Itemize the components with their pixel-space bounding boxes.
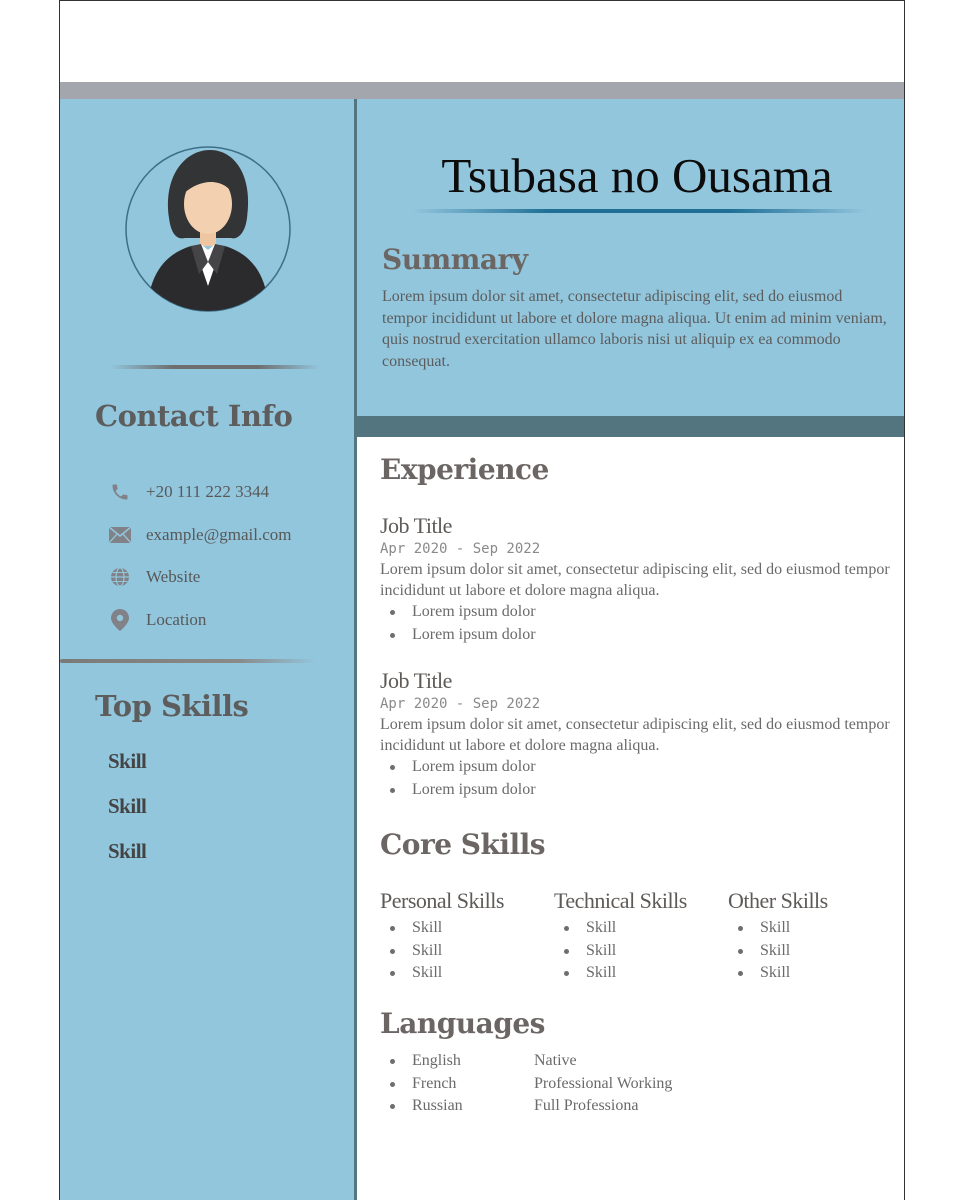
job-dates: Apr 2020 - Sep 2022 xyxy=(380,696,541,712)
skill-bullets xyxy=(554,917,687,985)
language-level: Native xyxy=(534,1052,577,1069)
skill-item: Skill xyxy=(412,962,504,985)
other-skills-column xyxy=(728,887,828,985)
contact-email-text: example@gmail.com xyxy=(146,524,292,544)
skill-item: Skill xyxy=(760,940,828,963)
section-band xyxy=(357,416,905,437)
column-title: Technical Skills xyxy=(554,888,687,913)
language-name: French xyxy=(412,1074,457,1092)
contact-phone-text: +20 111 222 3344 xyxy=(146,482,270,502)
language-name: Russian xyxy=(412,1097,463,1114)
job-bullets xyxy=(380,601,890,646)
skill-bullets xyxy=(728,917,828,985)
skill-item: Skill xyxy=(760,917,828,940)
job-title: Job Title xyxy=(380,513,452,538)
location-pin-icon xyxy=(108,608,132,632)
contact-website-text: Website xyxy=(146,567,201,587)
top-skill-item: Skill xyxy=(108,749,147,773)
top-band xyxy=(60,82,905,99)
contact-location xyxy=(108,599,291,642)
top-skill-item: Skill xyxy=(108,794,147,818)
contact-list xyxy=(108,471,291,641)
job-entry xyxy=(380,668,890,801)
contact-location-text: Location xyxy=(146,609,207,629)
phone-icon xyxy=(108,480,132,504)
job-bullet: Lorem ipsum dolor xyxy=(412,756,890,779)
languages-heading: Languages xyxy=(380,1007,545,1040)
mail-icon xyxy=(108,523,132,547)
job-bullet: Lorem ipsum dolor xyxy=(412,601,890,624)
contact-phone xyxy=(108,471,291,514)
job-entry xyxy=(380,513,890,646)
job-title: Job Title xyxy=(380,668,452,693)
sidebar-divider-2 xyxy=(60,659,316,663)
summary-text: Lorem ipsum dolor sit amet, consectetur adipiscing elit, sed do eiusmod tempor incididunt ut labore et dolore magna aliqua. Ut enim ad minim veniam, quis nostrud exercitation ullamco laboris nisi ut aliquip ex ea commodo consequat. xyxy=(382,288,887,370)
candidate-name: Tsubasa no Ousama xyxy=(441,148,833,203)
skill-item: Skill xyxy=(760,962,828,985)
language-name: English xyxy=(412,1052,461,1069)
languages-list xyxy=(380,1050,672,1118)
resume-page xyxy=(59,0,905,1200)
woman-avatar-icon xyxy=(125,146,291,312)
skill-item: Skill xyxy=(586,962,687,985)
column-title: Personal Skills xyxy=(380,888,504,913)
language-level: Full Professiona xyxy=(534,1097,639,1114)
avatar xyxy=(125,146,291,312)
job-description: Lorem ipsum dolor sit amet, consectetur adipiscing elit, sed do eiusmod tempor incididunt ut labore et dolore magna aliqua. xyxy=(380,561,890,599)
column-title: Other Skills xyxy=(728,888,828,913)
name-underline xyxy=(412,209,867,213)
contact-website xyxy=(108,556,291,599)
contact-heading: Contact Info xyxy=(95,399,293,433)
job-dates: Apr 2020 - Sep 2022 xyxy=(380,541,541,557)
skill-item: Skill xyxy=(586,917,687,940)
skill-item: Skill xyxy=(412,917,504,940)
top-skills-list xyxy=(108,749,146,884)
personal-skills-column xyxy=(380,887,504,985)
sidebar-divider xyxy=(110,365,320,369)
contact-email xyxy=(108,514,291,557)
skill-item: Skill xyxy=(412,940,504,963)
skill-item: Skill xyxy=(586,940,687,963)
experience-heading: Experience xyxy=(380,453,549,486)
core-skills-heading: Core Skills xyxy=(380,828,546,861)
language-item xyxy=(412,1095,672,1118)
summary-heading: Summary xyxy=(382,243,528,276)
language-item xyxy=(412,1050,672,1073)
globe-icon xyxy=(108,565,132,589)
language-item xyxy=(412,1073,672,1096)
language-level: Professional Working xyxy=(534,1074,673,1092)
job-bullet: Lorem ipsum dolor xyxy=(412,624,890,647)
skill-bullets xyxy=(380,917,504,985)
technical-skills-column xyxy=(554,887,687,985)
top-skill-item: Skill xyxy=(108,839,147,863)
job-bullet: Lorem ipsum dolor xyxy=(412,779,890,802)
job-description: Lorem ipsum dolor sit amet, consectetur adipiscing elit, sed do eiusmod tempor incididunt ut labore et dolore magna aliqua. xyxy=(380,716,890,754)
job-bullets xyxy=(380,756,890,801)
top-skills-heading: Top Skills xyxy=(95,689,249,723)
